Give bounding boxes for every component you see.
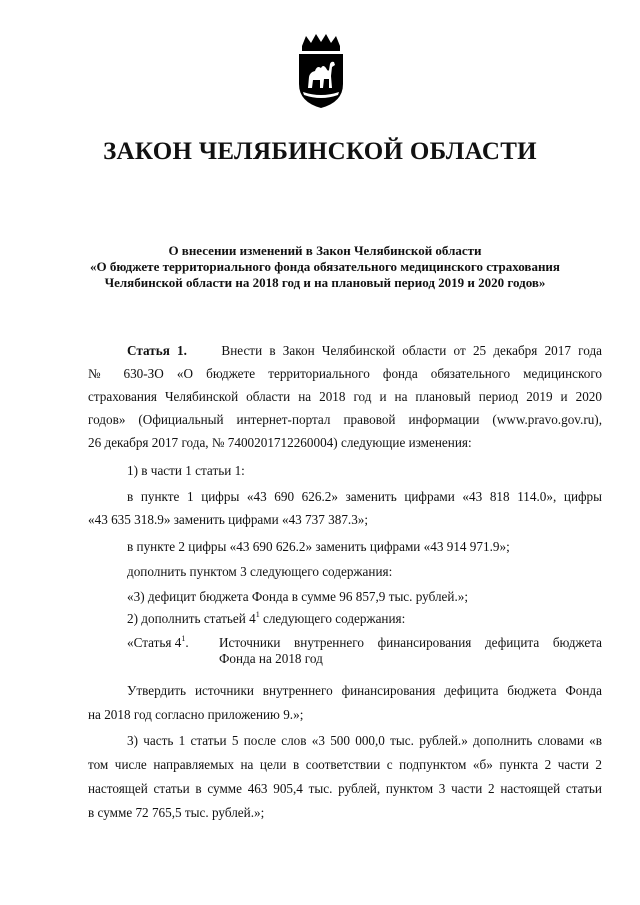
paragraph-line: на 2018 год согласно приложению 9.»; [88, 707, 304, 722]
paragraph-line: страхования Челябинской области на 2018 год и на плановый период 2019 и 2020 [88, 389, 602, 404]
law-subtitle [60, 243, 590, 291]
new-article-title: Источники внутреннего финансирования дефицита бюджета [219, 635, 602, 650]
list-item: 1) в части 1 статьи 1: [127, 463, 245, 478]
paragraph-line: настоящей статьи в сумме 463 905,4 тыс. рублей, пунктом 3 части 2 настоящей статьи [88, 781, 602, 796]
law-title: ЗАКОН ЧЕЛЯБИНСКОЙ ОБЛАСТИ [103, 138, 537, 165]
article-text: Внести в Закон Челябинской области от 25 декабря 2017 года [221, 343, 603, 358]
article-first-line [127, 343, 602, 359]
paragraph-line: Утвердить источники внутреннего финансирования дефицита бюджета Фонда [127, 683, 602, 698]
article-heading: Статья 1. [127, 343, 187, 358]
list-item: 2) дополнить статьей $4^1$ следующего содержания: [127, 610, 406, 626]
subtitle-line: О внесении изменений в Закон Челябинской области [168, 243, 482, 258]
paragraph-line: в пункте 2 цифры «43 690 626.2» заменить цифрами «43 914 971.9»; [127, 539, 510, 554]
paragraph-line: в сумме 72 765,5 тыс. рублей.»; [88, 805, 265, 820]
subtitle-line: Челябинской области на 2018 год и на плановый период 2019 и 2020 годов» [104, 275, 546, 290]
coat-of-arms-icon [294, 32, 348, 110]
subtitle-line: «О бюджете территориального фонда обязательного медицинского страхования [90, 259, 560, 274]
new-article-title: Фонда на 2018 год [219, 651, 323, 666]
paragraph-line: 3) часть 1 статьи 5 после слов «3 500 000,0 тыс. рублей.» дополнить словами «в [127, 733, 602, 748]
paragraph-line: годов» (Официальный интернет-портал правовой информации (www.pravo.gov.ru), [88, 412, 602, 427]
new-article-label: «Статья $4^1$. [127, 634, 189, 650]
paragraph-line: дополнить пунктом 3 следующего содержания: [127, 564, 393, 579]
paragraph-line: 26 декабря 2017 года, № 7400201712260004) следующие изменения: [88, 435, 472, 450]
paragraph-line: № 630-ЗО «О бюджете территориального фонда обязательного медицинского [88, 366, 602, 381]
paragraph-line: в пункте 1 цифры «43 690 626.2» заменить цифрами «43 818 114.0», цифры [127, 489, 602, 504]
paragraph-line: том числе направляемых на цели в соответствии с подпунктом «б» пункта 2 части 2 [88, 757, 602, 772]
paragraph-line: «3) дефицит бюджета Фонда в сумме 96 857,9 тыс. рублей.»; [127, 589, 469, 604]
paragraph-line: «43 635 318.9» заменить цифрами «43 737 387.3»; [88, 512, 369, 527]
